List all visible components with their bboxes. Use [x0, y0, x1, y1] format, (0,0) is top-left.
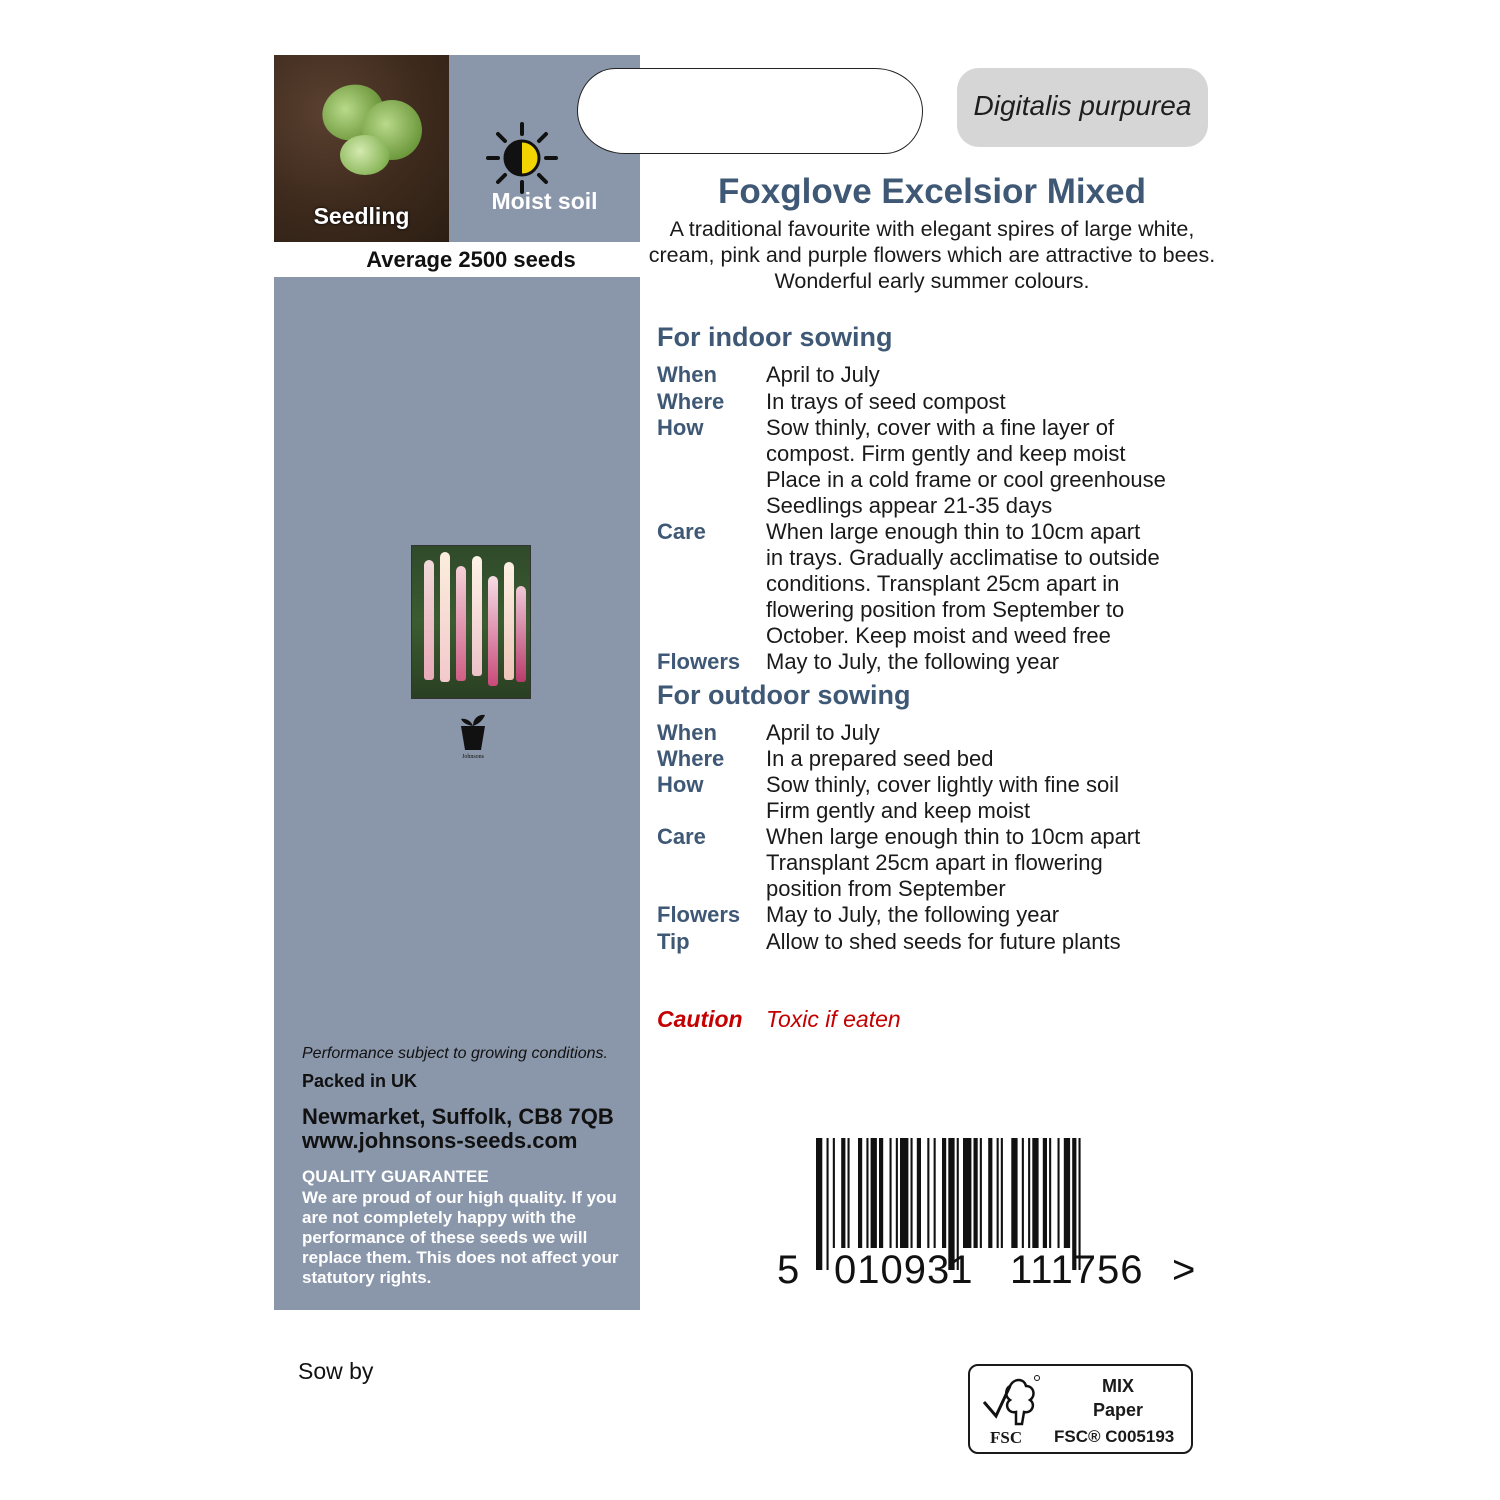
- barcode-bar: [833, 1138, 835, 1248]
- quality-guarantee-text: We are proud of our high quality. If you are not completely happy with the performance of these seeds we will replace them. This does not affect your statutory rights.: [302, 1188, 619, 1287]
- barcode-bar: [911, 1138, 913, 1248]
- indoor-when-text: April to July: [766, 362, 880, 387]
- quality-guarantee-title: QUALITY GUARANTEE: [302, 1167, 489, 1186]
- barcode-bar: [900, 1138, 908, 1248]
- indoor-how-text: Sow thinly, cover with a fine layer of compost. Firm gently and keep moist Place in a cold frame or cool greenhouse Seedlings appear 21-35 days: [766, 415, 1166, 518]
- barcode-bar: [1043, 1138, 1047, 1248]
- caution-text: Toxic if eaten: [766, 1006, 901, 1032]
- packed-in: Packed in UK: [302, 1071, 418, 1091]
- barcode-quiet-zone-marker: >: [1172, 1248, 1196, 1292]
- outdoor-tip-label: Tip: [657, 929, 690, 954]
- performance-note: Performance subject to growing conditions.: [302, 1045, 608, 1062]
- indoor-where-text: In trays of seed compost: [766, 389, 1006, 414]
- outdoor-when-text: April to July: [766, 720, 880, 745]
- barcode-bar: [927, 1138, 929, 1248]
- fsc-logo-text: FSC: [990, 1428, 1023, 1447]
- outdoor-care-label: Care: [657, 824, 706, 849]
- barcode-bar: [1049, 1138, 1051, 1248]
- indoor-how-label: How: [657, 415, 704, 440]
- barcode-digit-first: 5: [777, 1248, 800, 1292]
- outdoor-how-text: Sow thinly, cover lightly with fine soil Firm gently and keep moist: [766, 772, 1119, 823]
- partial-sun-icon: [486, 122, 558, 194]
- sow-by-label: Sow by: [298, 1358, 374, 1384]
- indoor-flowers-text: May to July, the following year: [766, 649, 1060, 674]
- barcode-bar: [980, 1138, 982, 1248]
- barcode-bar: [963, 1138, 971, 1248]
- barcode-bar: [1028, 1138, 1030, 1248]
- barcode-bar: [997, 1138, 999, 1248]
- johnsons-logo-icon: [455, 712, 491, 760]
- indoor-care-label: Care: [657, 519, 706, 544]
- barcode-bar: [841, 1138, 845, 1248]
- product-description: A traditional favourite with elegant spires of large white, cream, pink and purple flowers which are attractive to bees. Wonderful early summer colours.: [648, 217, 1216, 293]
- barcode-bar: [988, 1138, 992, 1248]
- seed-count: Average 2500 seeds: [366, 247, 576, 272]
- barcode-digits-right: 111756: [1010, 1248, 1144, 1292]
- company-address: Newmarket, Suffolk, CB8 7QB: [302, 1104, 614, 1129]
- barcode-digits-left: 010931: [834, 1248, 974, 1292]
- svg-text:Johnsons: Johnsons: [461, 754, 485, 760]
- barcode-bar: [934, 1138, 936, 1248]
- barcode-bar: [1058, 1138, 1060, 1248]
- latin-name: Digitalis purpurea: [973, 90, 1192, 121]
- fsc-mix: MIX: [1101, 1376, 1134, 1396]
- indoor-where-label: Where: [657, 389, 725, 414]
- caution-label: Caution: [657, 1006, 743, 1032]
- moist-soil-label: Moist soil: [491, 188, 598, 214]
- indoor-section-title: For indoor sowing: [657, 322, 893, 352]
- barcode-bar: [1022, 1138, 1024, 1248]
- barcode-bar: [1032, 1138, 1038, 1248]
- barcode-bar: [1064, 1138, 1070, 1248]
- foxglove-photo: [411, 545, 531, 699]
- outdoor-where-text: In a prepared seed bed: [766, 746, 994, 771]
- barcode-bar: [896, 1138, 898, 1248]
- barcode-bar: [816, 1138, 822, 1270]
- outdoor-how-label: How: [657, 772, 704, 797]
- barcode-bar: [1001, 1138, 1003, 1248]
- outdoor-tip-text: Allow to shed seeds for future plants: [766, 929, 1121, 954]
- indoor-when-label: When: [657, 362, 717, 387]
- barcode-bar: [1011, 1138, 1017, 1248]
- product-title: Foxglove Excelsior Mixed: [718, 172, 1146, 211]
- outdoor-care-text: When large enough thin to 10cm apart Transplant 25cm apart in flowering position from September: [766, 824, 1141, 901]
- barcode-bar: [974, 1138, 978, 1248]
- barcode-bar: [879, 1138, 883, 1248]
- seedling-label: Seedling: [313, 203, 410, 229]
- barcode-bar: [827, 1138, 829, 1270]
- fsc-paper: Paper: [1092, 1400, 1144, 1420]
- barcode-bar: [858, 1138, 862, 1248]
- fsc-tree-check-icon: [980, 1372, 1042, 1430]
- barcode-bar: [866, 1138, 868, 1248]
- barcode-bar: [942, 1138, 946, 1248]
- outdoor-flowers-label: Flowers: [657, 902, 741, 927]
- fsc-code: FSC® C005193: [1054, 1427, 1175, 1446]
- barcode-bar: [848, 1138, 850, 1248]
- indoor-flowers-label: Flowers: [657, 649, 741, 674]
- outdoor-section-title: For outdoor sowing: [657, 680, 911, 710]
- company-website: www.johnsons-seeds.com: [302, 1128, 578, 1153]
- outdoor-when-label: When: [657, 720, 717, 745]
- barcode-bar: [871, 1138, 877, 1248]
- indoor-care-text: When large enough thin to 10cm apart in trays. Gradually acclimatise to outside conditions. Transplant 25cm apart in flowering position from September to October. Keep moist and weed free: [766, 519, 1160, 648]
- barcode-bar: [890, 1138, 892, 1248]
- outdoor-where-label: Where: [657, 746, 725, 771]
- outdoor-flowers-text: May to July, the following year: [766, 902, 1060, 927]
- blank-label-area: [577, 68, 923, 154]
- barcode-bar: [917, 1138, 921, 1248]
